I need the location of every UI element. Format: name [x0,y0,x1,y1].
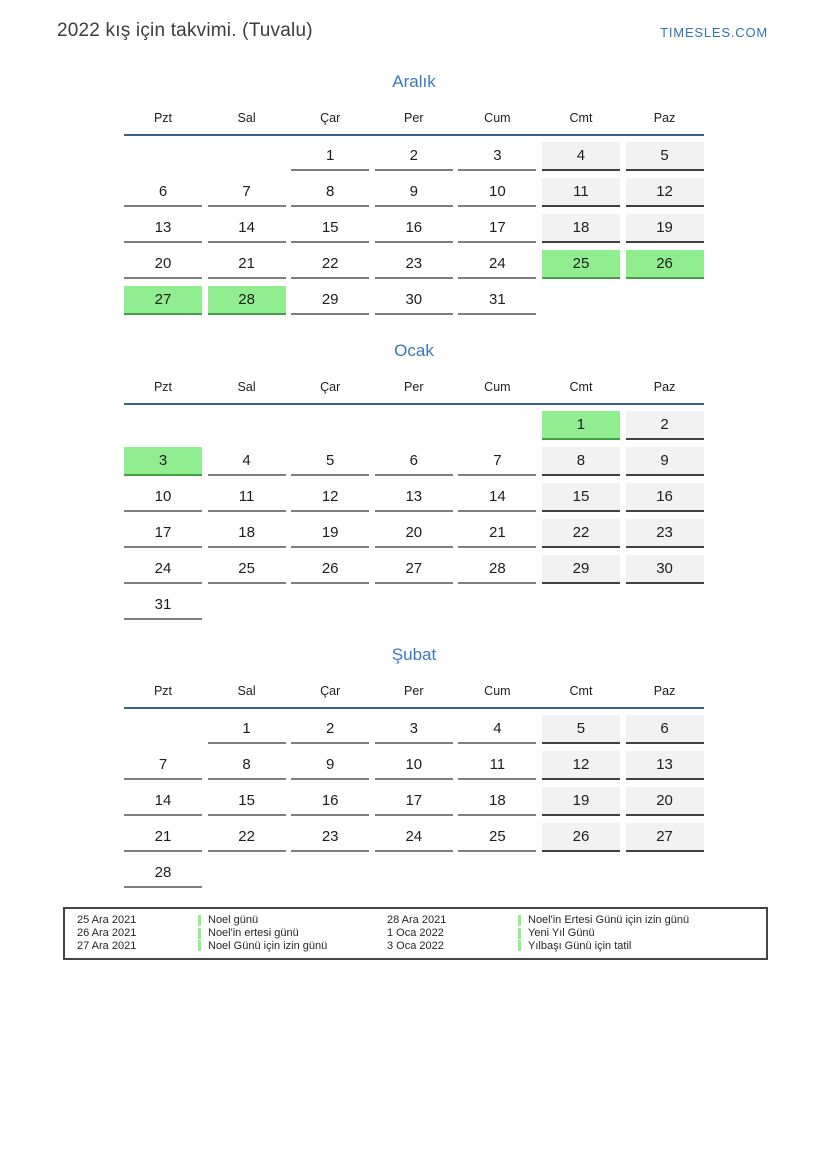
day-cell-5: 5 [626,142,704,171]
legend-date: 1 Oca 2022 [387,926,444,939]
weekday-label: Cum [484,111,511,125]
day-cell-15: 15 [291,214,369,243]
legend-entry [198,927,387,940]
day-cell-1: 1 [542,411,620,440]
holiday-legend [63,907,768,960]
weekday-label: Çar [320,380,341,394]
empty-cell [375,859,453,888]
weekday-label: Cmt [569,380,593,394]
holiday-marker-icon [198,915,201,926]
empty-cell [208,142,286,171]
day-cell-20: 20 [124,250,202,279]
weekday-label: Paz [653,111,676,125]
day-cell-27: 27 [124,286,202,315]
day-cell-25: 25 [208,555,286,584]
day-cell-6: 6 [375,447,453,476]
weekday-label: Cum [484,380,511,394]
holiday-marker-icon [198,928,201,939]
day-cell-2: 2 [375,142,453,171]
day-cell-22: 22 [542,519,620,548]
day-cell-9: 9 [375,178,453,207]
month-december [124,70,704,315]
day-cell-5: 5 [542,715,620,744]
empty-cell [124,715,202,744]
day-cell-7: 7 [458,447,536,476]
legend-date: 26 Ara 2021 [77,926,137,939]
day-cell-4: 4 [542,142,620,171]
day-cell-3: 3 [375,715,453,744]
legend-entry [518,940,766,953]
day-cell-24: 24 [124,555,202,584]
day-cell-24: 24 [375,823,453,852]
month-title: Ocak [394,341,434,360]
empty-cell [458,411,536,440]
weekday-label: Cmt [569,684,593,698]
legend-date: 27 Ara 2021 [77,939,137,952]
weekday-label: Cum [484,684,511,698]
day-cell-31: 31 [458,286,536,315]
holiday-marker-icon [518,940,521,951]
day-cell-3: 3 [124,447,202,476]
weekday-label: Pzt [153,380,173,394]
empty-cell [208,591,286,620]
day-cell-1: 1 [208,715,286,744]
month-february [124,643,704,888]
empty-cell [291,859,369,888]
day-cell-11: 11 [542,178,620,207]
day-cell-6: 6 [626,715,704,744]
weekday-label: Paz [653,380,676,394]
weekday-label: Sal [237,684,256,698]
weekday-header-row [124,380,704,405]
day-cell-19: 19 [542,787,620,816]
day-cell-4: 4 [458,715,536,744]
day-cell-26: 26 [626,250,704,279]
day-cell-8: 8 [208,751,286,780]
empty-cell [542,591,620,620]
legend-entry [198,914,387,927]
empty-cell [124,411,202,440]
day-cell-21: 21 [208,250,286,279]
day-cell-28: 28 [458,555,536,584]
day-cell-8: 8 [542,447,620,476]
day-cell-23: 23 [375,250,453,279]
day-cell-28: 28 [208,286,286,315]
weekday-label: Per [404,111,424,125]
day-cell-17: 17 [375,787,453,816]
weekday-label: Cmt [569,111,593,125]
day-cell-13: 13 [626,751,704,780]
day-cell-12: 12 [291,483,369,512]
empty-cell [542,859,620,888]
empty-cell [375,411,453,440]
empty-cell [542,286,620,315]
day-cell-28: 28 [124,859,202,888]
weekday-label: Per [404,380,424,394]
day-cell-23: 23 [626,519,704,548]
holiday-marker-icon [518,928,521,939]
weekday-header-row [124,111,704,136]
month-january [124,339,704,620]
day-cell-26: 26 [291,555,369,584]
day-cell-16: 16 [375,214,453,243]
legend-dates-right [387,914,518,952]
weekday-label: Çar [320,684,341,698]
legend-label: Noel Günü için izin günü [208,939,328,952]
empty-cell [208,411,286,440]
day-cell-3: 3 [458,142,536,171]
legend-labels-right [518,914,766,952]
day-cell-30: 30 [375,286,453,315]
day-cell-9: 9 [626,447,704,476]
day-cell-30: 30 [626,555,704,584]
day-cell-14: 14 [124,787,202,816]
day-cell-13: 13 [124,214,202,243]
legend-entry [518,927,766,940]
day-cell-21: 21 [124,823,202,852]
empty-cell [458,859,536,888]
empty-cell [291,411,369,440]
day-cell-20: 20 [375,519,453,548]
day-cell-16: 16 [626,483,704,512]
empty-cell [208,859,286,888]
site-link[interactable]: TIMESLES.COM [660,25,768,40]
legend-label: Noel'in ertesi günü [208,926,299,939]
day-cell-14: 14 [458,483,536,512]
empty-cell [626,286,704,315]
legend-label: Yeni Yıl Günü [528,926,595,939]
weekday-header-row [124,684,704,709]
day-cell-12: 12 [626,178,704,207]
empty-cell [291,591,369,620]
day-cell-13: 13 [375,483,453,512]
day-grid [124,142,704,315]
day-cell-15: 15 [208,787,286,816]
weekday-label: Pzt [153,111,173,125]
day-cell-2: 2 [291,715,369,744]
legend-dates-left [77,914,198,952]
day-cell-14: 14 [208,214,286,243]
day-cell-16: 16 [291,787,369,816]
weekday-label: Sal [237,111,256,125]
day-cell-6: 6 [124,178,202,207]
empty-cell [626,859,704,888]
day-cell-24: 24 [458,250,536,279]
day-cell-17: 17 [458,214,536,243]
day-cell-25: 25 [542,250,620,279]
day-cell-18: 18 [542,214,620,243]
day-grid [124,715,704,888]
weekday-label: Paz [653,684,676,698]
day-cell-19: 19 [291,519,369,548]
day-cell-18: 18 [208,519,286,548]
legend-label: Noel'in Ertesi Günü için izin günü [528,914,690,926]
day-cell-11: 11 [458,751,536,780]
weekday-label: Çar [320,111,341,125]
legend-entry [198,940,387,953]
day-cell-19: 19 [626,214,704,243]
day-cell-5: 5 [291,447,369,476]
day-cell-2: 2 [626,411,704,440]
day-cell-21: 21 [458,519,536,548]
legend-date: 28 Ara 2021 [387,914,447,926]
month-title: Şubat [391,645,437,664]
day-cell-15: 15 [542,483,620,512]
day-cell-25: 25 [458,823,536,852]
legend-date: 3 Oca 2022 [387,939,444,952]
day-cell-12: 12 [542,751,620,780]
day-cell-29: 29 [291,286,369,315]
empty-cell [124,142,202,171]
weekday-label: Sal [237,380,256,394]
day-cell-20: 20 [626,787,704,816]
day-cell-18: 18 [458,787,536,816]
legend-label: Yılbaşı Günü için tatil [528,939,632,952]
legend-label: Noel günü [208,914,259,926]
day-cell-10: 10 [458,178,536,207]
day-cell-31: 31 [124,591,202,620]
day-cell-27: 27 [626,823,704,852]
legend-date: 25 Ara 2021 [77,914,137,926]
day-cell-8: 8 [291,178,369,207]
day-grid [124,411,704,620]
day-cell-1: 1 [291,142,369,171]
holiday-marker-icon [518,915,521,926]
day-cell-10: 10 [124,483,202,512]
weekday-label: Per [404,684,424,698]
day-cell-22: 22 [208,823,286,852]
holiday-marker-icon [198,940,201,951]
empty-cell [458,591,536,620]
weekday-label: Pzt [153,684,173,698]
day-cell-7: 7 [208,178,286,207]
day-cell-26: 26 [542,823,620,852]
legend-entry [518,914,766,927]
legend-labels-left [198,914,387,952]
day-cell-17: 17 [124,519,202,548]
empty-cell [626,591,704,620]
day-cell-11: 11 [208,483,286,512]
page-title: 2022 kış için takvimi. (Tuvalu) [57,20,313,41]
day-cell-9: 9 [291,751,369,780]
empty-cell [375,591,453,620]
day-cell-23: 23 [291,823,369,852]
day-cell-7: 7 [124,751,202,780]
month-title: Aralık [392,72,436,91]
day-cell-10: 10 [375,751,453,780]
day-cell-4: 4 [208,447,286,476]
day-cell-27: 27 [375,555,453,584]
day-cell-22: 22 [291,250,369,279]
day-cell-29: 29 [542,555,620,584]
